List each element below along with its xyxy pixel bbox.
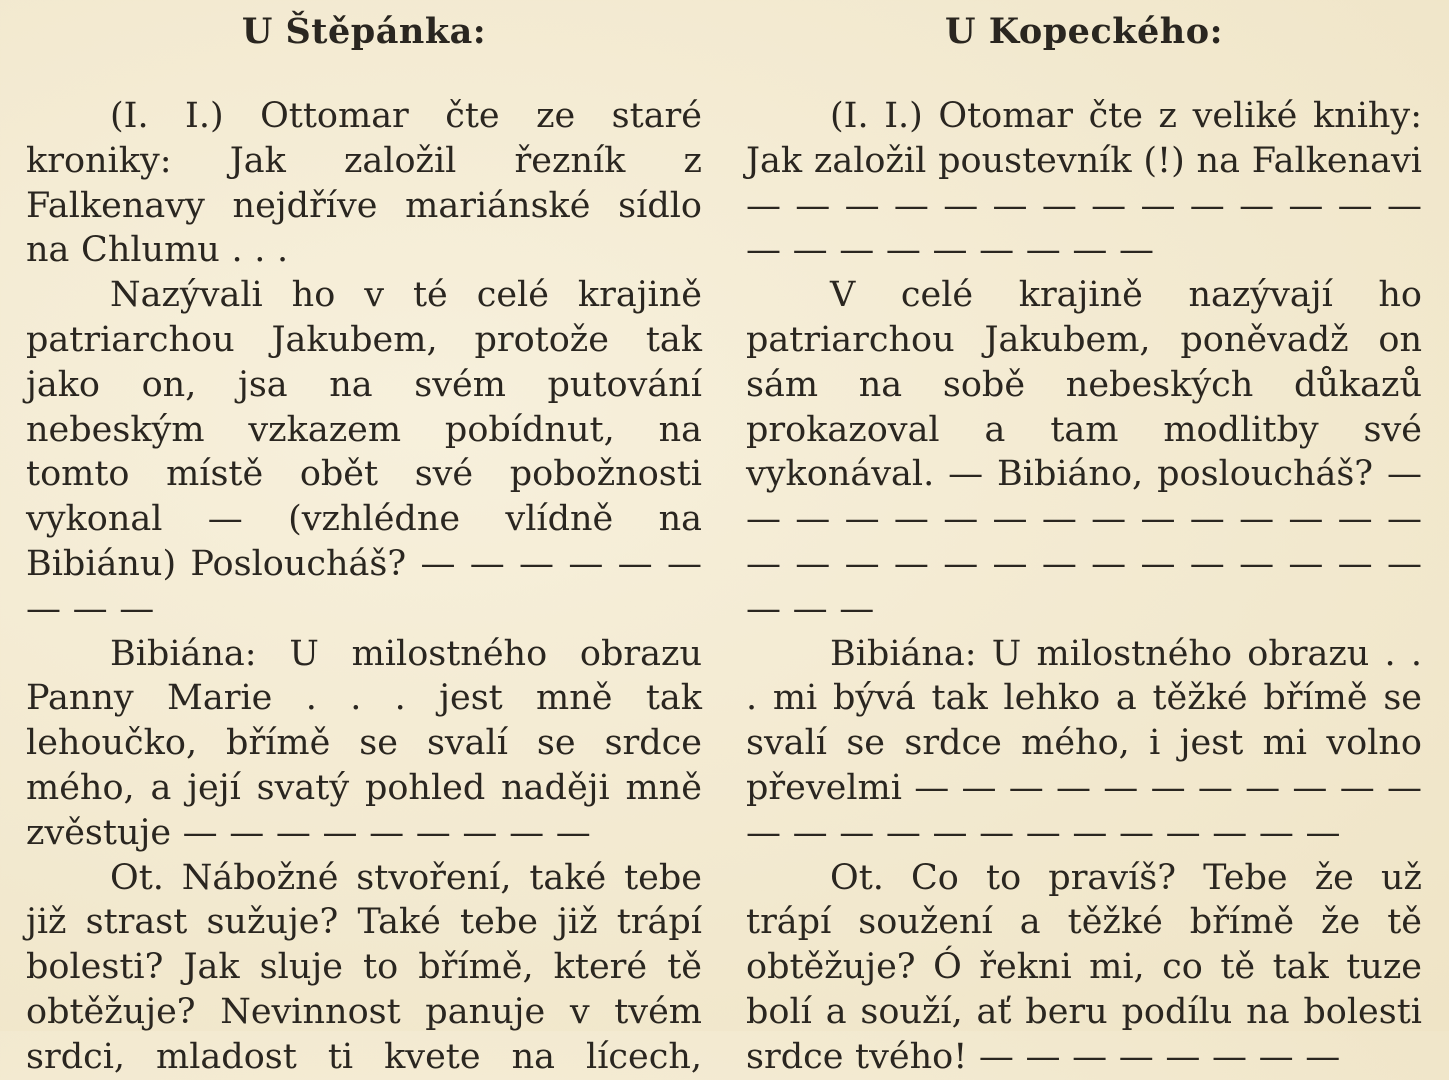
right-paragraph-3: Bibiána: U milostného obrazu . . . mi bývá tak lehko a těžké břímě se svalí se srdce mého, i jest mi volno převelmi — — — — — — — — — — — — — — — — — — — — — — — — xyxy=(746,633,1422,853)
right-column-heading: U Kopeckého: xyxy=(945,11,1223,52)
right-column xyxy=(746,8,1422,1080)
left-paragraph-4: Ot. Nábožné stvoření, také tebe již strast sužuje? Také tebe již trápí bolesti? Jak sluje to břímě, které tě obtěžuje? Nevinnost panuje v tvém srdci, mladost ti kvete na lícech, xyxy=(26,857,702,1077)
left-column xyxy=(26,8,702,1080)
left-paragraph-2: Nazývali ho v té celé krajině patriarchou Jakubem, protože tak jako on, jsa na svém putování nebeským vzkazem pobídnut, na tomto místě obět své pobožnosti vykonal — (vzhlédne vlídně na Bibiánu) Posloucháš? — — — — — — — — — xyxy=(26,275,702,629)
left-column-text xyxy=(26,94,702,1080)
left-paragraph-1: (I. I.) Ottomar čte ze staré kroniky: Jak založil řezník z Falkenavy nejdříve mariánské sídlo na Chlumu . . . xyxy=(26,96,702,271)
right-column-text xyxy=(746,94,1422,1080)
right-paragraph-2: V celé krajině nazývají ho patriarchou Jakubem, poněvadž on sám na sobě nebeských důkazů prokazoval a tam modlitby své vykonával. — Bibiáno, posloucháš? — — — — — — — — — — — — — — — — — — — — — — — — — — — — — — — — xyxy=(746,275,1422,629)
left-paragraph-3: Bibiána: U milostného obrazu Panny Marie . . . jest mně tak lehoučko, břímě se svalí se srdce mého, a její svatý pohled naději mně zvěstuje — — — — — — — — — xyxy=(26,633,702,853)
right-paragraph-1: (I. I.) Otomar čte z veliké knihy: Jak založil poustevník (!) na Falkenavi — — — — — — — — — — — — — — — — — — — — — — — xyxy=(746,96,1422,271)
left-column-heading: U Štěpánka: xyxy=(241,11,487,52)
right-paragraph-4: Ot. Co to pravíš? Tebe že už trápí soužení a těžké břímě že tě obtěžuje? Ó řekni mi, co tě tak tuze bolí a souží, ať beru podílu na bolesti srdce tvého! — — — — — — — — xyxy=(746,857,1422,1077)
